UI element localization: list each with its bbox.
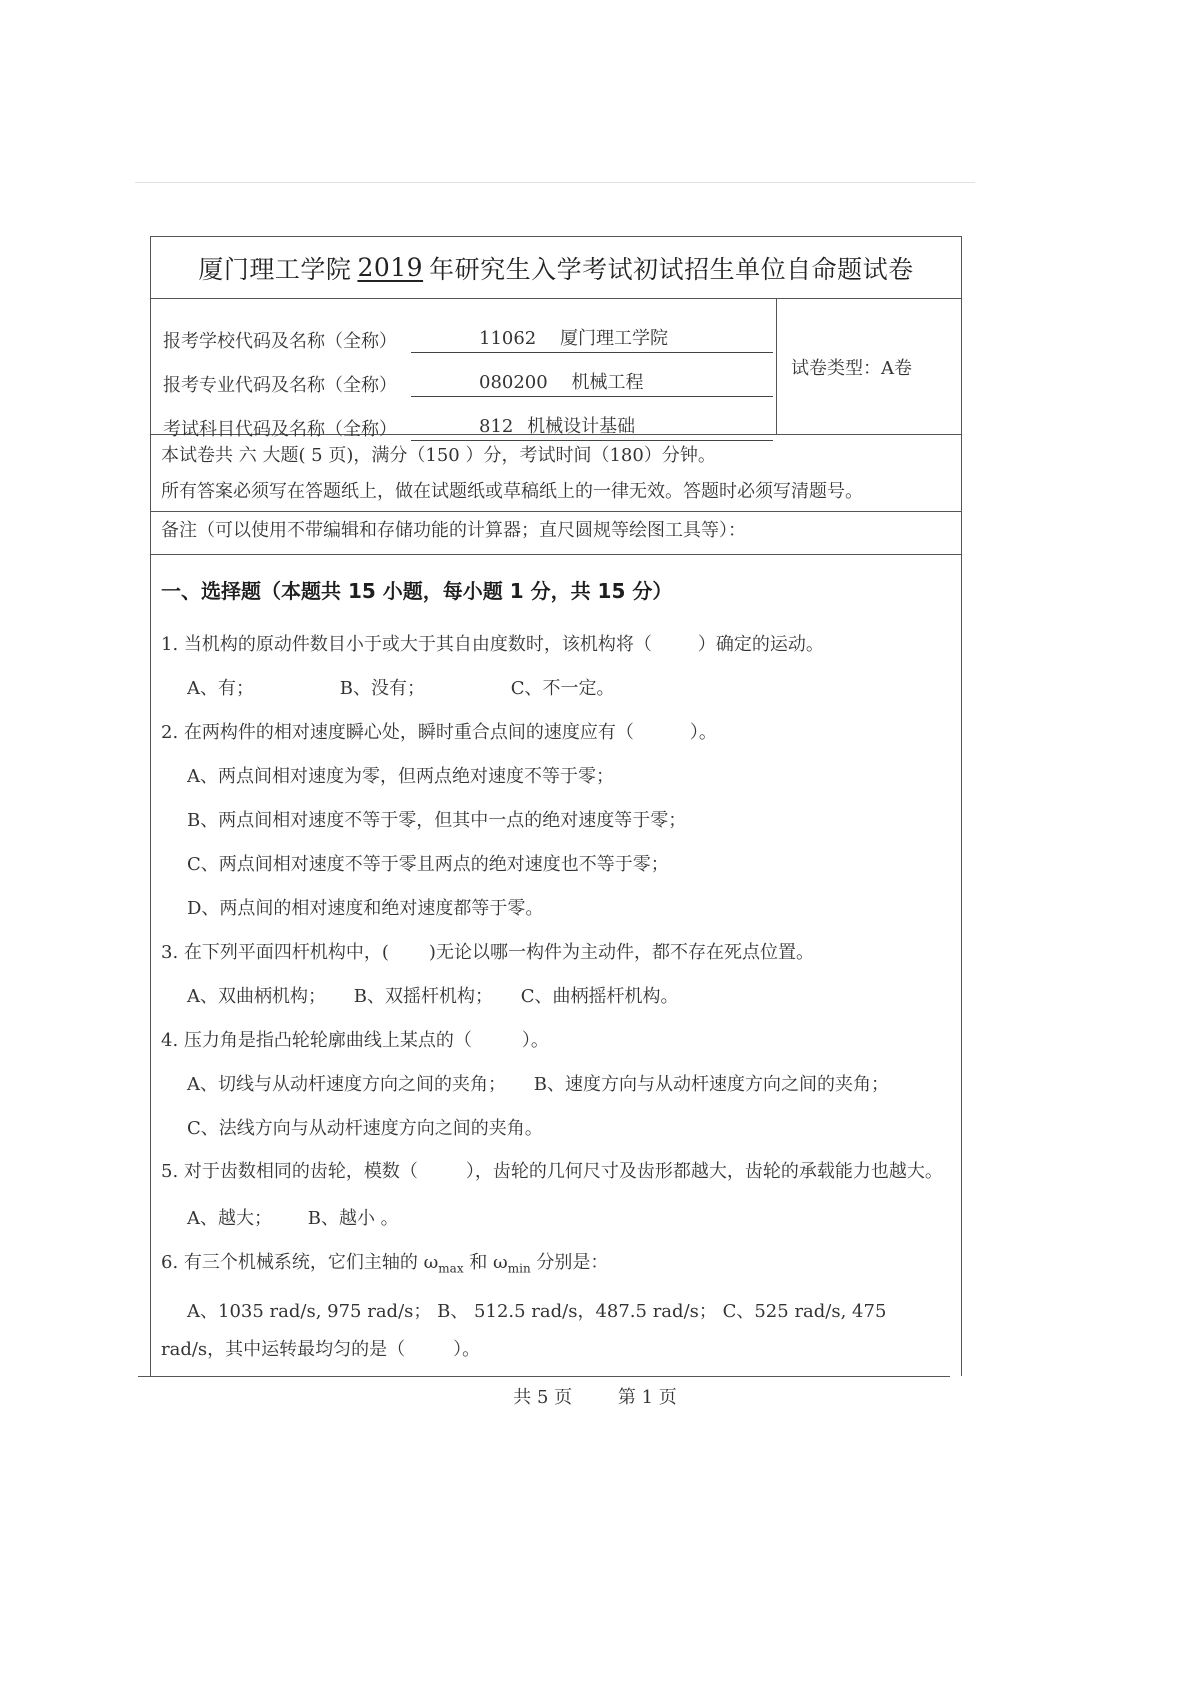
question-stem	[151, 941, 961, 965]
field-label: 考试科目代码及名称（全称）	[163, 419, 397, 440]
stem-text: 5. 对于齿数相同的齿轮，模数（	[161, 1161, 418, 1182]
question-3	[151, 941, 961, 1009]
option-b: B、双摇杆机构；	[353, 986, 493, 1007]
question-stem	[151, 633, 961, 657]
omega-min-subscript: min	[507, 1261, 531, 1276]
info-fields	[151, 299, 777, 440]
field-name: 机械设计基础	[527, 416, 636, 437]
option-a: A、两点间相对速度为零，但两点绝对速度不等于零；	[187, 766, 614, 787]
stem-text: )无论以哪一构件为主动件，都不存在死点位置。	[428, 942, 814, 963]
exam-sheet	[150, 236, 962, 1376]
stem-text: ），齿轮的几何尺寸及齿形都越大，齿轮的承载能力也越大。	[465, 1161, 943, 1182]
question-4	[151, 1029, 961, 1141]
options	[151, 1073, 961, 1097]
option-d: D、两点间的相对速度和绝对速度都等于零。	[187, 898, 544, 919]
question-2	[151, 721, 961, 921]
stem-text: ）。	[521, 1030, 549, 1051]
field-school	[151, 309, 776, 353]
stem-text: 2. 在两构件的相对速度瞬心处，瞬时重合点间的速度应有（	[161, 722, 634, 743]
field-code: 080200	[479, 372, 548, 393]
remark: 备注（可以使用不带编辑和存储功能的计算器；直尺圆规等绘图工具等）：	[151, 511, 961, 555]
options	[151, 1293, 961, 1369]
question-stem	[151, 1153, 961, 1191]
field-value	[411, 324, 773, 353]
option-c: C、不一定。	[510, 678, 615, 699]
field-value	[411, 368, 773, 397]
sheet-bottom-border	[138, 1376, 950, 1377]
field-major	[151, 353, 776, 397]
question-5	[151, 1153, 961, 1231]
exam-notes	[151, 434, 961, 511]
stem-text: 分别是：	[530, 1252, 609, 1273]
field-name: 机械工程	[571, 372, 644, 393]
page-title	[151, 237, 961, 299]
paper-type: 试卷类型：A卷	[791, 357, 912, 379]
notes-line-1: 本试卷共 六 大题( 5 页)，满分（150 ）分，考试时间（180）分钟。	[161, 445, 716, 466]
title-suffix: 年研究生入学考试初试招生单位自命题试卷	[429, 254, 914, 284]
option-b: B、两点间相对速度不等于零，但其中一点的绝对速度等于零；	[187, 810, 687, 831]
exam-info-block	[151, 299, 961, 440]
stem-text: 3. 在下列平面四杆机构中，(	[161, 942, 389, 963]
question-1	[151, 633, 961, 701]
option-a: A、切线与从动杆速度方向之间的夹角；	[187, 1074, 506, 1095]
field-code: 812	[479, 416, 514, 437]
omega-max-subscript: max	[438, 1261, 464, 1276]
stem-text: 6. 有三个机械系统，它们主轴的 ω	[161, 1252, 439, 1273]
scan-artifact-line	[135, 182, 975, 183]
option-c: C、两点间相对速度不等于零且两点的绝对速度也不等于零；	[187, 854, 669, 875]
options-text: A、1035 rad/s, 975 rad/s； B、 512.5 rad/s，487.5 rad/s； C、525 rad/s, 475 rad/s，其中运转最均匀的是（	[161, 1300, 887, 1360]
options	[151, 677, 961, 701]
question-stem	[151, 1029, 961, 1053]
total-pages: 共 5 页	[513, 1387, 573, 1408]
stem-text: ）。	[453, 1338, 481, 1360]
field-name: 厦门理工学院	[560, 328, 668, 349]
question-stem	[151, 1251, 961, 1281]
option-c: C、法线方向与从动杆速度方向之间的夹角。	[187, 1118, 543, 1139]
page-footer	[0, 1383, 1190, 1409]
field-label: 报考学校代码及名称（全称）	[163, 331, 397, 352]
notes-line-2: 所有答案必须写在答题纸上，做在试题纸或草稿纸上的一律无效。答题时必须写清题号。	[161, 481, 863, 502]
question-6	[151, 1251, 961, 1369]
option-a: A、双曲柄机构；	[187, 986, 326, 1007]
field-value	[411, 412, 773, 441]
title-year: 2019	[357, 253, 424, 282]
current-page: 第 1 页	[617, 1387, 677, 1408]
field-subject	[151, 397, 776, 441]
stem-text: 4. 压力角是指凸轮轮廓曲线上某点的（	[161, 1030, 472, 1051]
stem-text: 1. 当机构的原动件数目小于或大于其自由度数时，该机构将（	[161, 634, 652, 655]
stem-text: ）确定的运动。	[697, 634, 824, 655]
option-c: C、曲柄摇杆机构。	[520, 986, 679, 1007]
field-label: 报考专业代码及名称（全称）	[163, 375, 397, 396]
field-code: 11062	[479, 328, 537, 349]
option-a: A、越大；	[187, 1208, 272, 1229]
question-stem	[151, 721, 961, 745]
section-title: 一、选择题（本题共 15 小题，每小题 1 分，共 15 分）	[161, 579, 673, 603]
stem-text: 和 ω	[463, 1252, 508, 1273]
title-prefix: 厦门理工学院	[198, 254, 352, 284]
options	[151, 1207, 961, 1231]
option-a: A、有；	[187, 678, 254, 699]
stem-text: ）。	[689, 722, 717, 743]
option-b: B、越小 。	[307, 1208, 399, 1229]
option-b: B、速度方向与从动杆速度方向之间的夹角；	[533, 1074, 889, 1095]
option-b: B、没有；	[339, 678, 425, 699]
options	[151, 985, 961, 1009]
